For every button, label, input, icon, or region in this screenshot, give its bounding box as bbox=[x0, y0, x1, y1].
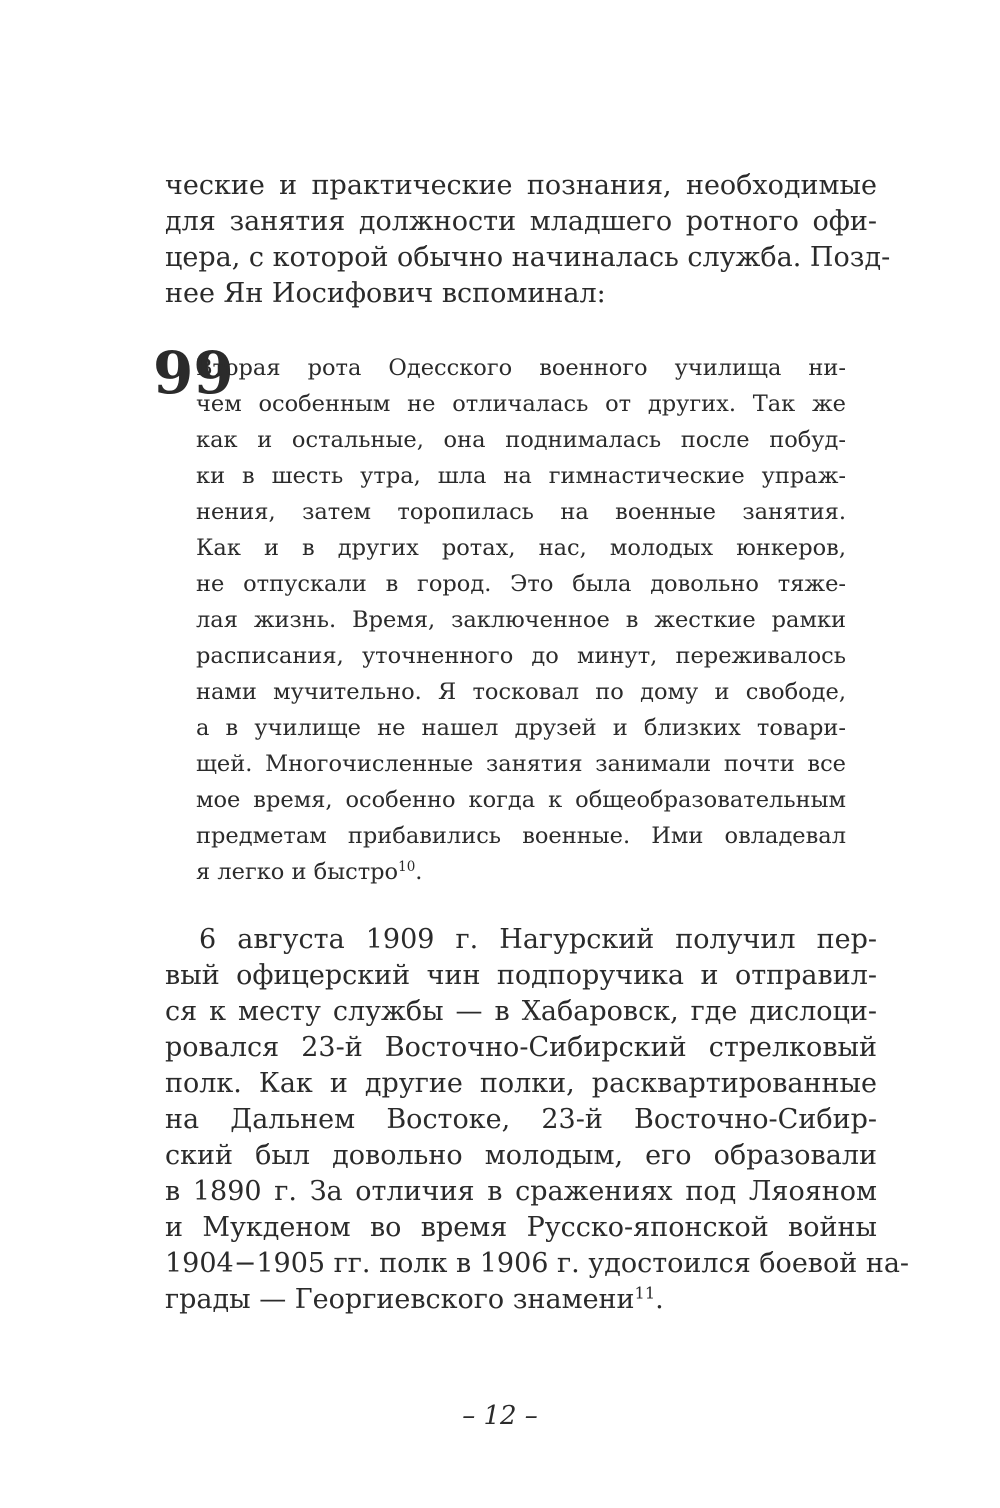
quote-line: предметам прибавились военные. Ими овладевал bbox=[196, 823, 846, 849]
blockquote-memoir bbox=[196, 350, 846, 890]
quote-line: нами мучительно. Я тосковал по дому и свободе, bbox=[196, 679, 846, 705]
paragraph-nagursky-service bbox=[165, 922, 910, 1318]
page-number: – 12 – bbox=[462, 1401, 538, 1431]
text-line: вый офицерский чин подпоручика и отправил- bbox=[165, 960, 877, 991]
quote-line: как и остальные, она поднималась после побуд- bbox=[196, 427, 846, 453]
quote-line: мое время, особенно когда к общеобразовательным bbox=[196, 787, 846, 813]
text-line: ский был довольно молодым, его образовали bbox=[165, 1140, 877, 1171]
quotation-mark-icon: 99 bbox=[153, 339, 234, 407]
text-line: для занятия должности младшего ротного офи- bbox=[165, 206, 877, 237]
paragraph-intro bbox=[165, 168, 891, 312]
text-line: полк. Как и другие полки, расквартированные bbox=[165, 1068, 877, 1099]
text-line: цера, с которой обычно начиналась служба. Позд- bbox=[165, 242, 891, 273]
text-line: ся к месту службы — в Хабаровск, где дислоци- bbox=[165, 996, 877, 1027]
text-line: на Дальнем Востоке, 23-й Восточно-Сибир- bbox=[165, 1104, 877, 1135]
quote-last-text: я легко и быстро bbox=[196, 859, 399, 885]
quote-line: чем особенным не отличалась от других. Так же bbox=[196, 391, 846, 417]
text-line: 1904−1905 гг. полк в 1906 г. удостоился боевой на- bbox=[165, 1248, 910, 1279]
quote-end-punct: . bbox=[415, 859, 423, 885]
footnote-ref-10[interactable]: 10 bbox=[398, 858, 416, 875]
quote-line: щей. Многочисленные занятия занимали почти все bbox=[196, 751, 846, 777]
text-line: в 1890 г. За отличия в сражениях под Ляояном bbox=[165, 1176, 877, 1207]
quote-line: не отпускали в город. Это была довольно тяже- bbox=[196, 571, 846, 597]
quote-line: Как и в других ротах, нас, молодых юнкеров, bbox=[196, 535, 846, 561]
quote-line: лая жизнь. Время, заключенное в жесткие рамки bbox=[196, 607, 846, 633]
text-line: ровался 23-й Восточно-Сибирский стрелковый bbox=[165, 1032, 877, 1063]
text-line-last bbox=[165, 1282, 877, 1318]
quote-line: ки в шесть утра, шла на гимнастические упраж- bbox=[196, 463, 846, 489]
quote-line: нения, затем торопилась на военные занятия. bbox=[196, 499, 846, 525]
text-line: нее Ян Иосифович вспоминал: bbox=[165, 278, 606, 309]
para-end-punct: . bbox=[655, 1284, 664, 1315]
text-line: 6 августа 1909 г. Нагурский получил пер- bbox=[199, 924, 877, 955]
footnote-ref-11[interactable]: 11 bbox=[634, 1283, 656, 1303]
quote-line: Вторая рота Одесского военного училища ни- bbox=[196, 355, 846, 381]
quote-line: а в училище не нашел друзей и близких товари- bbox=[196, 715, 846, 741]
text-line: ческие и практические познания, необходимые bbox=[165, 170, 877, 201]
text-line: и Мукденом во время Русско-японской войны bbox=[165, 1212, 877, 1243]
quote-line-last bbox=[196, 854, 846, 890]
para-last-text: грады — Георгиевского знамени bbox=[165, 1284, 635, 1315]
quote-line: расписания, уточненного до минут, переживалось bbox=[196, 643, 846, 669]
